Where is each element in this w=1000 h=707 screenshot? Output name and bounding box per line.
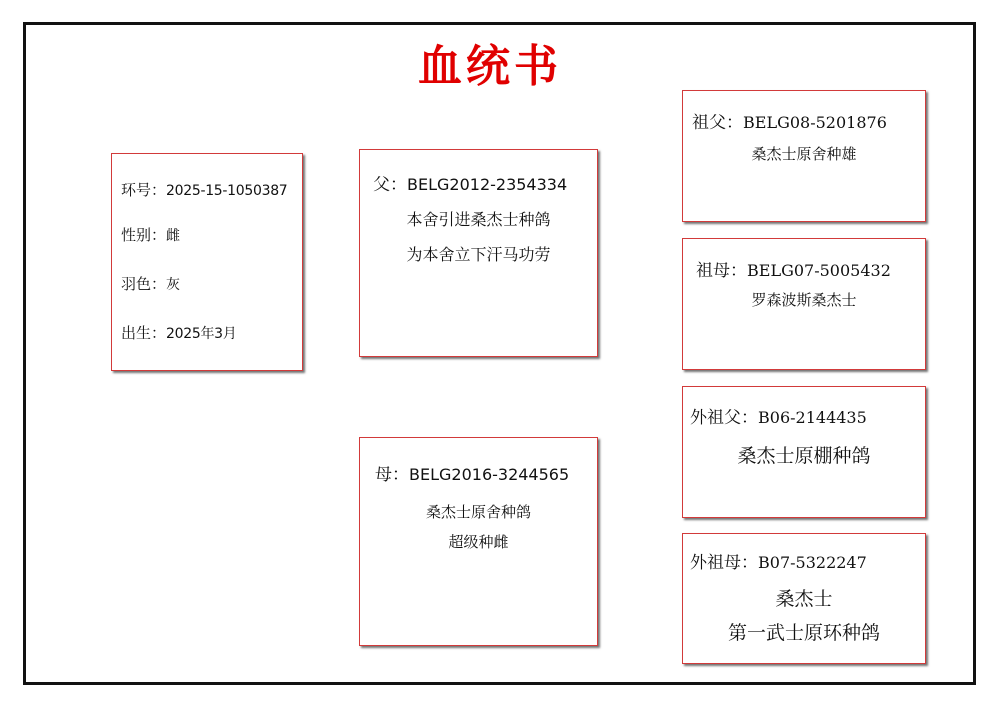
maternal-grandfather-ring: B06-2144435 bbox=[758, 408, 867, 427]
birth-row bbox=[121, 322, 236, 343]
sex-row bbox=[121, 224, 180, 245]
father-ring: BELG2012-2354334 bbox=[407, 175, 568, 194]
page-title: 血统书 bbox=[418, 41, 562, 92]
paternal-grandmother-ring: BELG07-5005432 bbox=[747, 261, 891, 280]
maternal-grandmother-ring: B07-5322247 bbox=[758, 553, 867, 572]
paternal-grandmother-note: 罗森波斯桑杰士 bbox=[751, 291, 857, 309]
birth-label: 出生： bbox=[121, 324, 167, 342]
father-label: 父： bbox=[373, 175, 407, 195]
father-note-1: 本舍引进桑杰士种鸽 bbox=[406, 210, 551, 229]
father-heading bbox=[360, 170, 610, 195]
mother-note-1: 桑杰士原舍种鸽 bbox=[425, 503, 531, 521]
maternal-grandmother-note-1: 桑杰士 bbox=[775, 588, 833, 610]
bird-info-card bbox=[111, 153, 303, 371]
mother-card bbox=[359, 437, 598, 646]
paternal-grandfather-note: 桑杰士原舍种雄 bbox=[751, 145, 857, 163]
paternal-grandfather-label: 祖父： bbox=[692, 113, 743, 133]
paternal-grandfather-ring: BELG08-5201876 bbox=[743, 113, 887, 132]
paternal-grandmother-card bbox=[682, 238, 926, 370]
sex-label: 性别： bbox=[121, 226, 167, 244]
father-note-2: 为本舍立下汗马功劳 bbox=[406, 245, 551, 264]
ring-label: 环号： bbox=[121, 181, 167, 199]
mother-heading bbox=[360, 460, 612, 485]
sex-value: 雌 bbox=[166, 228, 180, 244]
maternal-grandfather-note: 桑杰士原棚种鸽 bbox=[737, 445, 871, 467]
color-row bbox=[121, 273, 180, 294]
maternal-grandfather-heading bbox=[683, 403, 932, 428]
ring-row bbox=[121, 179, 287, 200]
color-value: 灰 bbox=[166, 277, 180, 293]
paternal-grandfather-heading bbox=[683, 108, 934, 133]
paternal-grandmother-label: 祖母： bbox=[696, 261, 747, 281]
maternal-grandmother-card bbox=[682, 533, 926, 664]
father-card bbox=[359, 149, 598, 357]
maternal-grandfather-label: 外祖父： bbox=[690, 408, 758, 428]
color-label: 羽色： bbox=[121, 275, 167, 293]
paternal-grandmother-heading bbox=[683, 256, 938, 281]
paternal-grandfather-card bbox=[682, 90, 926, 222]
mother-note-2: 超级种雌 bbox=[448, 533, 509, 551]
maternal-grandmother-label: 外祖母： bbox=[690, 553, 758, 573]
birth-value: 2025年3月 bbox=[166, 326, 237, 342]
maternal-grandfather-card bbox=[682, 386, 926, 518]
maternal-grandmother-note-2: 第一武士原环种鸽 bbox=[727, 622, 880, 644]
mother-ring: BELG2016-3244565 bbox=[409, 465, 570, 484]
maternal-grandmother-heading bbox=[683, 548, 932, 573]
ring-value: 2025-15-1050387 bbox=[166, 183, 288, 199]
mother-label: 母： bbox=[375, 465, 409, 485]
